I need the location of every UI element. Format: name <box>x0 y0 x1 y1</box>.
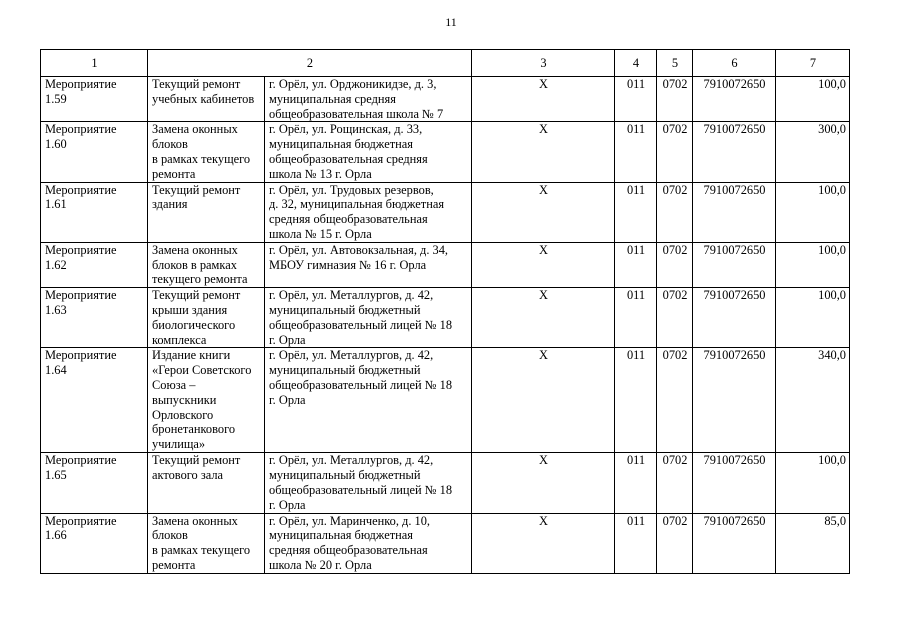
address-cell-line: г. Орёл, ул. Металлургов, д. 42, <box>269 288 434 303</box>
target-code-cell: 7910072650 <box>693 288 776 348</box>
column-header-1: 1 <box>41 50 148 77</box>
event-name-cell-line: биологического <box>152 317 236 332</box>
amount-cell: 100,0 <box>776 182 850 242</box>
header-row <box>41 50 850 77</box>
section-cell: 0702 <box>657 288 693 348</box>
event-name-cell-line: блоков <box>152 528 188 543</box>
event-name-cell-line: комплекса <box>152 332 207 347</box>
event-name-cell <box>148 453 265 513</box>
mark-cell: Х <box>472 348 615 453</box>
event-id-cell-line: Мероприятие <box>45 77 117 91</box>
code-cell: 011 <box>615 453 657 513</box>
event-name-cell-line: «Герои Советского <box>152 363 252 378</box>
mark-cell: Х <box>472 288 615 348</box>
amount-cell: 340,0 <box>776 348 850 453</box>
address-cell-line: г. Орёл, ул. Автовокзальная, д. 34, <box>269 242 449 257</box>
event-id-cell-line: 1.62 <box>45 257 67 272</box>
event-name-cell-line: Замена оконных <box>152 122 238 137</box>
address-cell <box>265 513 472 573</box>
address-cell <box>265 242 472 287</box>
event-id-cell <box>41 182 148 242</box>
event-id-cell <box>41 348 148 453</box>
table-row <box>41 182 850 242</box>
address-cell-line: муниципальный бюджетный <box>269 468 421 483</box>
event-id-cell <box>41 453 148 513</box>
address-cell-line: г. Орёл, ул. Маринченко, д. 10, <box>269 513 431 528</box>
table-row <box>41 122 850 182</box>
target-code-cell: 7910072650 <box>693 513 776 573</box>
table-row <box>41 453 850 513</box>
budget-table <box>40 49 850 574</box>
address-cell <box>265 122 472 182</box>
event-name-cell-line: Текущий ремонт <box>152 453 241 468</box>
event-name-cell-line: в рамках текущего <box>152 151 251 166</box>
address-cell-line: г. Орёл, ул. Орджоникидзе, д. 3, <box>269 77 437 91</box>
event-id-cell <box>41 77 148 122</box>
address-cell-line: г. Орёл, ул. Металлургов, д. 42, <box>269 348 434 363</box>
address-cell-line: муниципальная бюджетная <box>269 528 413 543</box>
address-cell-line: общеобразовательная школа № 7 <box>269 106 444 121</box>
target-code-cell: 7910072650 <box>693 122 776 182</box>
event-id-cell-line: 1.60 <box>45 137 67 152</box>
table-row <box>41 242 850 287</box>
address-cell-line: муниципальная бюджетная <box>269 137 413 152</box>
target-code-cell: 7910072650 <box>693 348 776 453</box>
event-id-cell-line: Мероприятие <box>45 122 117 137</box>
event-name-cell-line: Издание книги <box>152 348 231 363</box>
amount-cell: 100,0 <box>776 288 850 348</box>
event-id-cell <box>41 288 148 348</box>
event-name-cell-line: Замена оконных <box>152 513 238 528</box>
address-cell-line: муниципальная средняя <box>269 91 396 106</box>
event-name-cell <box>148 288 265 348</box>
address-cell-line: общеобразовательная средняя <box>269 151 428 166</box>
code-cell: 011 <box>615 182 657 242</box>
event-name-cell-line: Союза – <box>152 377 196 392</box>
event-id-cell-line: Мероприятие <box>45 513 117 528</box>
column-header-2: 2 <box>148 50 472 77</box>
event-id-cell-line: 1.63 <box>45 302 67 317</box>
address-cell-line: д. 32, муниципальная бюджетная <box>269 197 445 212</box>
code-cell: 011 <box>615 288 657 348</box>
event-id-cell-line: Мероприятие <box>45 242 117 257</box>
mark-cell: Х <box>472 453 615 513</box>
address-cell-line: общеобразовательный лицей № 18 <box>269 377 453 392</box>
section-cell: 0702 <box>657 182 693 242</box>
column-header-3: 3 <box>472 50 615 77</box>
event-id-cell <box>41 122 148 182</box>
table-row <box>41 513 850 573</box>
address-cell <box>265 348 472 453</box>
section-cell: 0702 <box>657 513 693 573</box>
event-id-cell-line: 1.66 <box>45 528 67 543</box>
event-name-cell-line: блоков <box>152 137 188 152</box>
event-name-cell-line: в рамках текущего <box>152 543 251 558</box>
table-row <box>41 288 850 348</box>
address-cell-line: г. Орёл, ул. Металлургов, д. 42, <box>269 453 434 468</box>
target-code-cell: 7910072650 <box>693 453 776 513</box>
event-name-cell-line: текущего ремонта <box>152 272 248 287</box>
event-name-cell-line: ремонта <box>152 166 196 181</box>
address-cell-line: муниципальный бюджетный <box>269 363 421 378</box>
page-number: 11 <box>445 15 457 29</box>
column-header-7: 7 <box>776 50 850 77</box>
column-header-5: 5 <box>657 50 693 77</box>
event-name-cell-line: бронетанкового <box>152 422 236 437</box>
event-id-cell <box>41 242 148 287</box>
event-name-cell-line: училища» <box>152 437 206 452</box>
event-name-cell <box>148 77 265 122</box>
mark-cell: Х <box>472 77 615 122</box>
event-id-cell-line: Мероприятие <box>45 288 117 303</box>
target-code-cell: 7910072650 <box>693 242 776 287</box>
section-cell: 0702 <box>657 348 693 453</box>
event-id-cell-line: Мероприятие <box>45 453 117 468</box>
event-name-cell <box>148 348 265 453</box>
event-name-cell-line: Орловского <box>152 407 214 422</box>
event-name-cell-line: здания <box>152 197 188 212</box>
column-header-6: 6 <box>693 50 776 77</box>
section-cell: 0702 <box>657 242 693 287</box>
mark-cell: Х <box>472 122 615 182</box>
event-name-cell-line: блоков в рамках <box>152 257 237 272</box>
event-name-cell-line: ремонта <box>152 557 196 572</box>
event-id-cell-line: 1.59 <box>45 91 67 106</box>
event-name-cell-line: Текущий ремонт <box>152 77 241 91</box>
address-cell <box>265 77 472 122</box>
address-cell-line: г. Орёл, ул. Трудовых резервов, <box>269 182 434 197</box>
address-cell-line: школа № 15 г. Орла <box>269 226 372 241</box>
address-cell-line: МБОУ гимназия № 16 г. Орла <box>269 257 427 272</box>
amount-cell: 300,0 <box>776 122 850 182</box>
address-cell <box>265 288 472 348</box>
code-cell: 011 <box>615 242 657 287</box>
address-cell-line: г. Орёл, ул. Рощинская, д. 33, <box>269 122 423 137</box>
event-name-cell-line: Текущий ремонт <box>152 288 241 303</box>
amount-cell: 100,0 <box>776 453 850 513</box>
event-name-cell-line: выпускники <box>152 392 217 407</box>
column-header-4: 4 <box>615 50 657 77</box>
amount-cell: 100,0 <box>776 77 850 122</box>
event-name-cell <box>148 513 265 573</box>
event-name-cell <box>148 182 265 242</box>
amount-cell: 100,0 <box>776 242 850 287</box>
target-code-cell: 7910072650 <box>693 182 776 242</box>
address-cell-line: г. Орла <box>269 332 306 347</box>
address-cell-line: средняя общеобразовательная <box>269 543 428 558</box>
event-name-cell <box>148 122 265 182</box>
event-id-cell-line: 1.64 <box>45 363 67 378</box>
event-id-cell-line: Мероприятие <box>45 182 117 197</box>
event-id-cell-line: Мероприятие <box>45 348 117 363</box>
address-cell-line: муниципальный бюджетный <box>269 302 421 317</box>
address-cell-line: школа № 13 г. Орла <box>269 166 372 181</box>
event-name-cell-line: крыши здания <box>152 302 228 317</box>
target-code-cell: 7910072650 <box>693 77 776 122</box>
event-id-cell <box>41 513 148 573</box>
event-id-cell-line: 1.65 <box>45 468 67 483</box>
mark-cell: Х <box>472 182 615 242</box>
code-cell: 011 <box>615 348 657 453</box>
address-cell <box>265 453 472 513</box>
code-cell: 011 <box>615 513 657 573</box>
address-cell-line: общеобразовательный лицей № 18 <box>269 482 453 497</box>
event-name-cell-line: учебных кабинетов <box>152 91 255 106</box>
event-name-cell-line: Текущий ремонт <box>152 182 241 197</box>
address-cell-line: общеобразовательный лицей № 18 <box>269 317 453 332</box>
section-cell: 0702 <box>657 453 693 513</box>
address-cell <box>265 182 472 242</box>
address-cell-line: г. Орла <box>269 392 306 407</box>
address-cell-line: г. Орла <box>269 497 306 512</box>
mark-cell: Х <box>472 513 615 573</box>
event-id-cell-line: 1.61 <box>45 197 67 212</box>
table-row <box>41 77 850 122</box>
code-cell: 011 <box>615 77 657 122</box>
section-cell: 0702 <box>657 122 693 182</box>
section-cell: 0702 <box>657 77 693 122</box>
code-cell: 011 <box>615 122 657 182</box>
address-cell-line: средняя общеобразовательная <box>269 212 428 227</box>
event-name-cell-line: Замена оконных <box>152 242 238 257</box>
address-cell-line: школа № 20 г. Орла <box>269 557 372 572</box>
mark-cell: Х <box>472 242 615 287</box>
amount-cell: 85,0 <box>776 513 850 573</box>
event-name-cell <box>148 242 265 287</box>
event-name-cell-line: актового зала <box>152 468 224 483</box>
table-row <box>41 348 850 453</box>
